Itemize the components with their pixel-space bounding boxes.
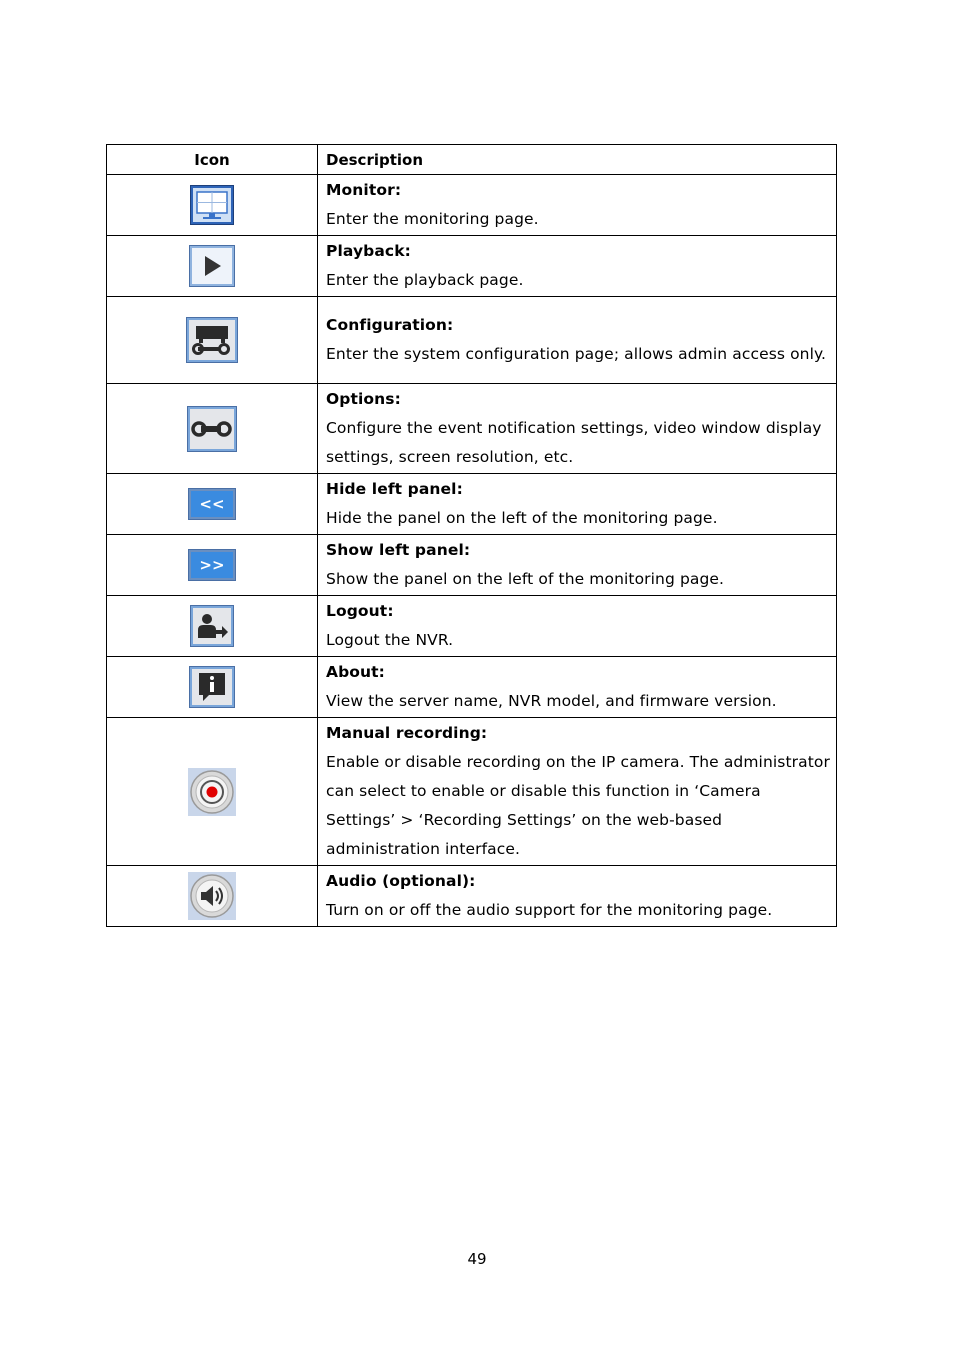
row-title: About:	[326, 663, 385, 681]
table-row	[107, 718, 837, 866]
table-header-row	[107, 145, 837, 175]
icon-description-table	[106, 144, 837, 927]
manual-recording-icon	[188, 768, 236, 816]
table-row	[107, 297, 837, 384]
table-row	[107, 535, 837, 596]
row-title: Playback:	[326, 242, 411, 260]
row-description: Hide the panel on the left of the monitoring page.	[326, 509, 718, 527]
playback-icon	[189, 245, 235, 287]
row-description: Enter the monitoring page.	[326, 210, 539, 228]
table-row	[107, 384, 837, 474]
row-description: Enter the playback page.	[326, 271, 524, 289]
table-row	[107, 596, 837, 657]
configuration-icon	[186, 317, 238, 363]
row-description: Enter the system configuration page; allows admin access only.	[326, 345, 827, 363]
options-icon	[187, 406, 237, 452]
svg-text:<<: <<	[199, 495, 225, 513]
logout-icon	[190, 605, 234, 647]
table-row	[107, 175, 837, 236]
row-title: Logout:	[326, 602, 394, 620]
row-description: View the server name, NVR model, and firmware version.	[326, 692, 777, 710]
row-description: Logout the NVR.	[326, 631, 454, 649]
row-description: Configure the event notification settings, video window display settings, screen resolution, etc.	[326, 419, 822, 466]
monitor-icon	[190, 185, 234, 225]
table-row	[107, 657, 837, 718]
page-number: 49	[467, 1250, 487, 1268]
svg-text:>>: >>	[199, 556, 225, 574]
row-description: Show the panel on the left of the monitoring page.	[326, 570, 725, 588]
row-description: Turn on or off the audio support for the monitoring page.	[326, 901, 773, 919]
row-title: Show left panel:	[326, 541, 471, 559]
row-title: Options:	[326, 390, 401, 408]
table-row	[107, 236, 837, 297]
header-description: Description	[318, 145, 837, 175]
row-title: Manual recording:	[326, 724, 488, 742]
row-title: Configuration:	[326, 316, 454, 334]
row-title: Audio (optional):	[326, 872, 476, 890]
hide-left-panel-icon	[188, 488, 236, 520]
header-icon: Icon	[107, 145, 318, 175]
table-row	[107, 474, 837, 535]
audio-icon	[188, 872, 236, 920]
table-row	[107, 866, 837, 927]
show-left-panel-icon	[188, 549, 236, 581]
about-icon	[189, 666, 235, 708]
row-title: Hide left panel:	[326, 480, 463, 498]
row-title: Monitor:	[326, 181, 402, 199]
row-description: Enable or disable recording on the IP camera. The administrator can select to enable or disable this function in ‘Camera Settings’ > ‘Recording Settings’ on the web-based administration interface.	[326, 753, 830, 858]
